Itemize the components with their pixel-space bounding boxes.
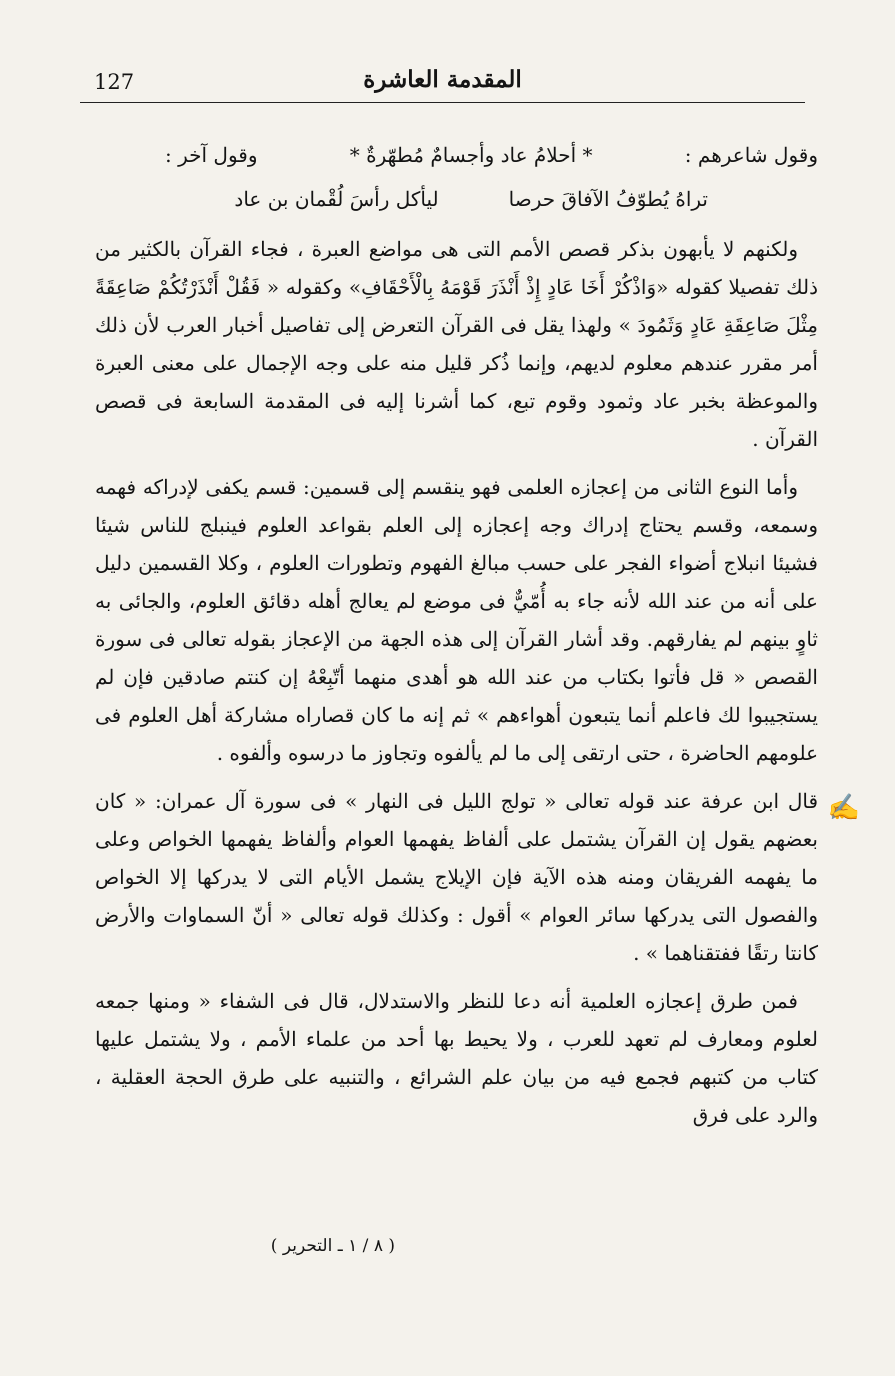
verse-line-1 [95, 136, 818, 180]
paragraph-4: فمن طرق إعجازه العلمية أنه دعا للنظر والاستدلال، قال فى الشفاء « ومنها جمعه لعلوم ومعارف لم تعهد للعرب ، ولا يحيط بها أحد من علماء الأمم ، ولا يشتمل عليها كتاب من كتبهم فجمع فيه من بيان علم الشرائع ، والتنبيه على طرق الحجة العقلية ، والرد على فرق [95, 989, 818, 1127]
verse-hemistich-1: * أحلامُ عاد وأجسامٌ مُطهّرةٌ * [349, 143, 593, 167]
signature-mark: ( ٨ / ١ ـ التحرير ) [270, 1236, 395, 1256]
verse-line-2 [95, 180, 818, 224]
running-title: المقدمة العاشرة [363, 66, 522, 93]
handwritten-margin-mark: ✍ [827, 793, 860, 823]
verse-hemistich-2a: تراهُ يُطوّفُ الآفاقَ حرصا [508, 187, 708, 211]
verse-intro-1: وقول شاعرهم : [684, 143, 818, 167]
page-header [80, 62, 805, 103]
paragraph-2: وأما النوع الثانى من إعجازه العلمى فهو ينقسم إلى قسمين: قسم يكفى لإدراكه فهمه وسمعه، وقسم يحتاج إدراك وجه إعجازه إلى العلم بقواعد العلوم فينبلج للناس شيئا فشيئا انبلاج أضواء الفجر على حسب مبالغ الفهوم وتطورات العلوم ، وكلا القسمين دليل على أنه من عند الله لأنه جاء به أُمّيٌّ فى موضع لم يعالج أهله دقائق العلوم، والجائى به ثاوٍ بينهم لم يفارقهم. وقد أشار القرآن إلى هذه الجهة من الإعجاز بقوله تعالى فى سورة القصص « قل فأتوا بكتاب من عند الله هو أهدى منهما أتّبِعْهُ إن كنتم صادقين فإن لم يستجيبوا لك فاعلم أنما يتبعون أهواءهم » ثم إنه ما كان قصاراه مشاركة أهل العلوم فى علومهم الحاضرة ، حتى ارتقى إلى ما لم يألفوه وتجاوز ما درسوه وألفوه . [95, 475, 819, 765]
body-text [95, 136, 860, 1144]
verse-hemistich-2b: ليأكل رأسَ لُقْمان بن عاد [234, 187, 439, 211]
verse-intro-2: وقول آخر : [165, 143, 258, 167]
paragraph-1: ولكنهم لا يأبهون بذكر قصص الأمم التى هى مواضع العبرة ، فجاء القرآن بالكثير من ذلك تفصيلا كقوله «وَاذْكُرْ أَخَا عَادٍ إِذْ أَنْذَرَ قَوْمَهُ بِالْأَحْقَافِ» وكقوله « فَقُلْ أَنْذَرْتُكُمْ صَاعِقَةً مِثْلَ صَاعِقَةِ عَادٍ وَثَمُودَ » ولهذا يقل فى القرآن التعرض إلى تفاصيل أخبار العرب لأن ذلك أمر مقرر عندهم معلوم لديهم، وإنما ذُكر قليل منه على وجه الإجمال على معنى العبرة والموعظة بخبر عاد وثمود وقوم تبع، كما أشرنا إليه فى المقدمة السابعة فى قصص القرآن . [95, 237, 819, 451]
paragraph-3 [95, 782, 860, 972]
paragraph-3-text: قال ابن عرفة عند قوله تعالى « تولج الليل فى النهار » فى سورة آل عمران: « كان بعضهم يقول إن القرآن يشتمل على ألفاظ يفهمها العوام وألفاظ يفهمها الخواص وعلى ما يفهمه الفريقان ومنه هذه الآية فإن الإيلاج يشمل الأيام التى لا يدركها إلا الخواص والفصول التى يدركها سائر العوام » أقول : وكذلك قوله تعالى « أنّ السماوات والأرض كانتا رتقًا ففتقناهما » . [95, 789, 819, 965]
page-number: 127 [94, 70, 135, 94]
